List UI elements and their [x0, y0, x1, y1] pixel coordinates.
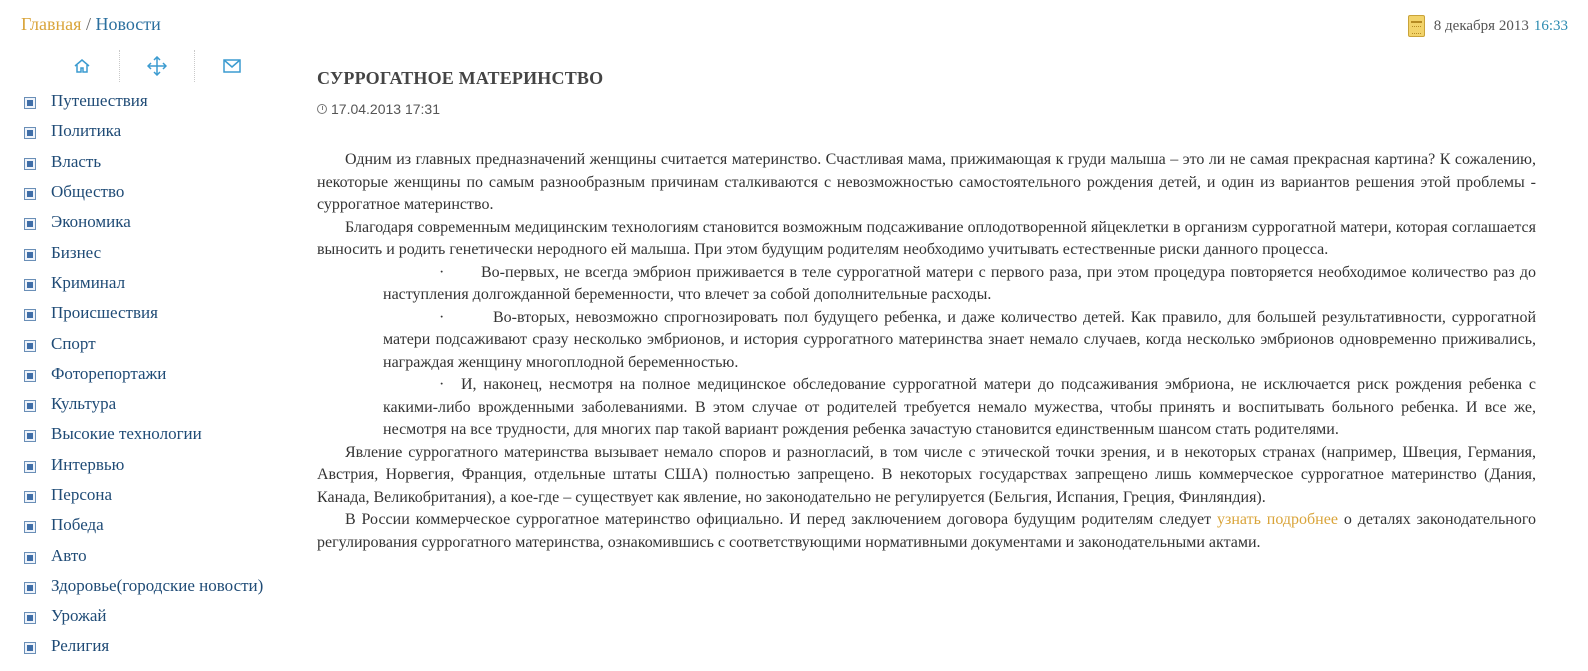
sidebar-item-label: Бизнес	[51, 242, 102, 262]
header-time: 16:33	[1533, 17, 1568, 34]
sidebar-item-label: Фоторепортажи	[51, 363, 167, 383]
sidebar-item-label: Спорт	[51, 333, 96, 353]
article-meta	[317, 101, 1536, 117]
article	[317, 68, 1536, 554]
sidebar-item-religion[interactable]	[24, 631, 263, 661]
sidebar-item-label: Высокие технологии	[51, 424, 202, 444]
sidebar-item-label: Персона	[51, 485, 113, 504]
article-list-item	[383, 262, 1536, 307]
square-bullet-icon	[24, 461, 36, 473]
list-bullet: ·	[439, 376, 445, 393]
sidebar-nav	[24, 86, 263, 662]
sidebar-item-label: Здоровье(городские новости)	[51, 575, 264, 595]
article-title: СУРРОГАТНОЕ МАТЕРИНСТВО	[317, 68, 604, 88]
sidebar-item-politics[interactable]	[24, 116, 263, 146]
list-bullet: ·	[439, 308, 445, 326]
list-item-text: И, наконец, несмотря на полное медицинское обследование суррогатной матери до подсаживания эмбриона, не исключается риск рождения ребенка с какими-либо врожденными заболеваниями. В этом случае от родителей требуется немало мужества, чтобы принять и воспитывать больного ребенка. И все же, несмотря на все трудности, для многих пар такой вариант рождения ребенка зачастую становится единственным шансом стать родителями.	[383, 376, 1536, 438]
square-bullet-icon	[24, 370, 36, 382]
sidebar-item-label: Общество	[51, 182, 125, 202]
sidebar-item-hi-tech[interactable]	[24, 419, 263, 449]
breadcrumb-separator: /	[85, 14, 91, 34]
square-bullet-icon	[24, 309, 36, 321]
square-bullet-icon	[24, 552, 36, 564]
sidebar-item-label: Политика	[51, 121, 122, 141]
sidebar-item-label: Культура	[51, 394, 117, 414]
sidebar-item-label: Власть	[51, 151, 102, 171]
square-bullet-icon	[24, 491, 36, 503]
paragraph-text: о деталях законодательного регулирования суррогатного материнства, ознакомившись с соответствующими нормативными документами и законодательными актами.	[317, 511, 1537, 551]
square-bullet-icon	[24, 158, 36, 170]
square-bullet-icon	[24, 642, 36, 654]
breadcrumb-home-link[interactable]: Главная	[21, 14, 82, 34]
sidebar-item-label: Авто	[51, 545, 87, 565]
article-list-item	[383, 307, 1536, 375]
square-bullet-icon	[24, 521, 36, 533]
sidebar-item-label: Криминал	[51, 272, 126, 292]
learn-more-link[interactable]: узнать подробнее	[1217, 511, 1338, 528]
square-bullet-icon	[24, 97, 36, 109]
sidebar-item-crime[interactable]	[24, 268, 263, 298]
square-bullet-icon	[24, 340, 36, 352]
sidebar-item-travel[interactable]	[24, 86, 263, 116]
article-paragraph: Явление суррогатного материнства вызывает немало споров и разногласий, в том числе с этической точки зрения, и в некоторых странах (например, Швеция, Германия, Австрия, Норвегия, Франция, отдельные штаты США) полностью запрещено. В некоторых государствах запрещено лишь коммерческое суррогатное материнство (Дания, Канада, Великобритания), а кое-где – существует как явление, но законодательно не регулируется (Бельгия, Испания, Греция, Финляндия).	[317, 443, 1536, 506]
article-body	[317, 149, 1536, 554]
header-date: 8 декабря 2013	[1433, 17, 1529, 34]
square-bullet-icon	[24, 430, 36, 442]
breadcrumb-current[interactable]: Новости	[95, 14, 161, 34]
breadcrumb	[21, 14, 161, 35]
sidebar-item-label: Экономика	[51, 212, 131, 232]
list-bullet: ·	[439, 263, 445, 281]
sidebar-item-persona[interactable]	[24, 480, 263, 510]
paragraph-text: В России коммерческое суррогатное материнство официально. И перед заключением договора будущим родителям следует	[345, 511, 1212, 528]
article-datetime: 17.04.2013 17:31	[331, 101, 440, 117]
sidebar-item-health[interactable]	[24, 571, 263, 601]
sidebar-item-label: Путешествия	[51, 91, 148, 111]
sidebar-item-incidents[interactable]	[24, 298, 263, 328]
sitemap-icon[interactable]	[119, 50, 194, 82]
calendar-icon	[1408, 15, 1425, 37]
sidebar-item-society[interactable]	[24, 177, 263, 207]
article-paragraph: Благодаря современным медицинским технологиям становится возможным подсаживание оплодотворенной яйцеклетки в организм суррогатной матери, которая соглашается выносить и родить генетически неродного ей малыша. При этом будущим родителям необходимо учитывать естественные риски данного процесса.	[317, 218, 1536, 258]
sidebar-item-label: Интервью	[51, 454, 125, 474]
square-bullet-icon	[24, 127, 36, 139]
square-bullet-icon	[24, 582, 36, 594]
square-bullet-icon	[24, 249, 36, 261]
header-datetime	[1408, 15, 1568, 37]
sidebar-item-label: Победа	[51, 515, 104, 535]
sidebar-item-culture[interactable]	[24, 389, 263, 419]
sidebar-item-label: Урожай	[51, 606, 107, 626]
square-bullet-icon	[24, 218, 36, 230]
home-icon[interactable]	[45, 50, 119, 82]
sidebar-item-interview[interactable]	[24, 450, 263, 480]
clock-icon	[317, 104, 327, 114]
article-list-item	[383, 374, 1536, 442]
list-item-text: Во-вторых, невозможно спрогнозировать пол будущего ребенка, и даже количество детей. Как правило, для большей результативности, суррогатной матери подсаживают сразу несколько эмбрионов, и история суррогатного материнства знает немало случаев, когда несколько эмбрионов одновременно приживались, награждая женщину многоплодной беременностью.	[383, 308, 1536, 371]
square-bullet-icon	[24, 188, 36, 200]
mail-icon[interactable]	[194, 50, 269, 82]
square-bullet-icon	[24, 279, 36, 291]
sidebar-item-photo-reports[interactable]	[24, 359, 263, 389]
sidebar-item-harvest[interactable]	[24, 601, 263, 631]
article-paragraph: Одним из главных предназначений женщины считается материнство. Счастливая мама, прижимающая к груди малыша – это ли не самая прекрасная картина? К сожалению, некоторые женщины по самым разнообразным причинам сталкиваются с невозможностью самостоятельного рождения детей, и один из вариантов решения этой проблемы - суррогатное материнство.	[317, 151, 1536, 213]
square-bullet-icon	[24, 612, 36, 624]
sidebar-item-victory[interactable]	[24, 510, 263, 540]
sidebar-item-label: Религия	[51, 636, 110, 656]
sidebar-item-sport[interactable]	[24, 328, 263, 358]
sidebar-item-power[interactable]	[24, 147, 263, 177]
square-bullet-icon	[24, 400, 36, 412]
toolbar-icons	[45, 50, 269, 82]
list-item-text: Во-первых, не всегда эмбрион приживается в теле суррогатной матери с первого раза, при этом процедура повторяется необходимое количество раз до наступления долгожданной беременности, что влечет за собой дополнительные расходы.	[383, 263, 1536, 303]
sidebar-item-business[interactable]	[24, 237, 263, 267]
sidebar-item-label: Происшествия	[51, 303, 158, 323]
sidebar-item-auto[interactable]	[24, 540, 263, 570]
article-paragraph	[317, 509, 1536, 554]
sidebar-item-economy[interactable]	[24, 207, 263, 237]
